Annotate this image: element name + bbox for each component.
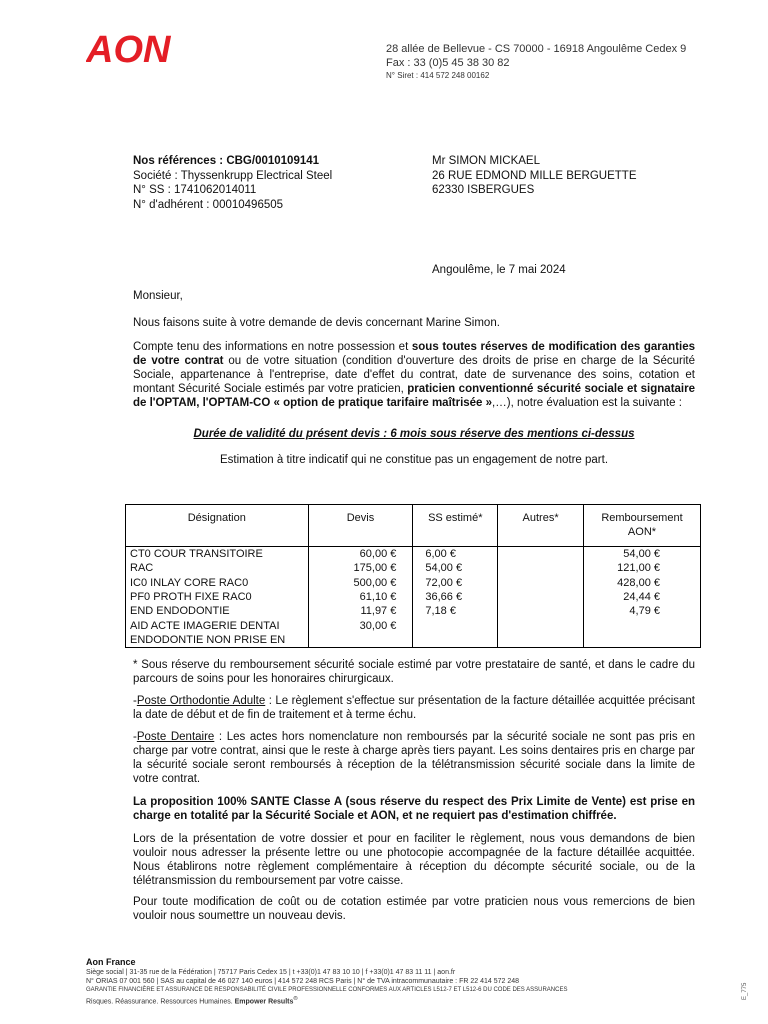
cell-ss: 54,00 € (413, 561, 498, 575)
social-security-number: N° SS : 1741062014011 (133, 184, 257, 196)
salutation: Monsieur, (133, 290, 183, 302)
dental-note: -Poste Dentaire : Les actes hors nomenclature non remboursés par la sécurité sociale ne sont pas pris en charge par votre contrat, ainsi que le reste à charge après tiers payant. Les soins dentaires pris en charge par la sécurité sociale seront remboursés à réception de la télétransmission sécurité sociale dans la limite de votre contrat. (133, 731, 695, 785)
cell-devis (308, 633, 413, 648)
col-header-designation: Désignation (126, 505, 309, 547)
sante-note: La proposition 100% SANTE Classe A (sous réserve du respect des Prix Limite de Vente) est prise en charge en totalité par la Sécurité Sociale et AON, et ne requiert pas d'estimation chiffrée. (133, 796, 695, 822)
recipient-street: 26 RUE EDMOND MILLE BERGUETTE (432, 169, 637, 182)
cell-autres (498, 547, 584, 562)
cell-remboursement: 121,00 € (583, 561, 700, 575)
cell-remboursement: 24,44 € (583, 590, 700, 604)
cell-autres (498, 561, 584, 575)
our-references: Nos références : CBG/0010109141 (133, 155, 320, 167)
col-header-ss: SS estimé* (413, 505, 498, 547)
footer (86, 956, 567, 1006)
cell-autres (498, 576, 584, 590)
footer-line-3: GARANTIE FINANCIÈRE ET ASSURANCE DE RESPONSABILITÉ CIVILE PROFESSIONNELLE CONFORMES AUX ARTICLES L512-7 ET L512-6 DU CODE DES ASSURANCES (86, 987, 568, 993)
col-header-devis: Devis (308, 505, 413, 547)
header-fax: Fax : 33 (0)5 45 38 30 82 (386, 57, 510, 69)
footer-line-4: Risques. Réassurance. Ressources Humaines. Empower Results® (86, 996, 298, 1006)
table-row (126, 618, 701, 632)
reglement-paragraph: Lors de la présentation de votre dossier et pour en faciliter le règlement, nous vous demandons de bien vouloir nous adresser la présente lettre ou une photocopie accompagnée de la facture détaillée acquittée. Nous établirons notre règlement complémentaire à réception du décompte sécurité sociale, ou de la télétransmission du remboursement par votre caisse. (133, 833, 695, 887)
cell-remboursement: 428,00 € (583, 576, 700, 590)
cell-remboursement (583, 618, 700, 632)
cell-autres (498, 590, 584, 604)
table-header-row (126, 505, 701, 547)
cell-devis: 500,00 € (308, 576, 413, 590)
recipient-name: Mr SIMON MICKAEL (432, 155, 540, 167)
cell-designation: RAC (126, 561, 309, 575)
header-siret: N° Siret : 414 572 248 00162 (386, 71, 490, 80)
table-row (126, 604, 701, 618)
cell-ss: 36,66 € (413, 590, 498, 604)
cell-ss: 72,00 € (413, 576, 498, 590)
cell-ss (413, 633, 498, 648)
recipient-city: 62330 ISBERGUES (432, 184, 535, 196)
member-number: N° d'adhérent : 00010496505 (133, 198, 284, 211)
svg-text:AON: AON (86, 29, 171, 68)
references-block (133, 154, 332, 212)
cell-devis: 175,00 € (308, 561, 413, 575)
table-row (126, 633, 701, 648)
recipient-block (432, 154, 636, 198)
conditions-paragraph: Compte tenu des informations en notre possession et sous toutes réserves de modification des garanties de votre contrat ou de votre situation (condition d'ouverture des droits de prise en charge de la Sécurité Sociale, appartenance à l'entreprise, date d'effet du contrat, date de survenance des soins, cotation et montant Sécurité Sociale estimés par votre praticien, praticien conventionné sécurité sociale et signataire de l'OPTAM, l'OPTAM-CO « option de pratique tarifaire maîtrisée »,…), notre évaluation est la suivante : (133, 341, 695, 409)
cell-designation: CT0 COUR TRANSITOIRE (126, 547, 309, 562)
cell-designation: PF0 PROTH FIXE RAC0 (126, 590, 309, 604)
footer-title: Aon France (86, 957, 136, 967)
table-row (126, 590, 701, 604)
table-row (126, 547, 701, 562)
cell-designation: ENDODONTIE NON PRISE EN (126, 633, 309, 648)
cell-devis: 60,00 € (308, 547, 413, 562)
aon-logo (86, 28, 178, 68)
intro-paragraph: Nous faisons suite à votre demande de devis concernant Marine Simon. (133, 317, 500, 329)
modification-paragraph: Pour toute modification de coût ou de cotation estimée par votre praticien nous vous remercions de bien vouloir nous soumettre un nouveau devis. (133, 896, 695, 922)
cell-devis: 30,00 € (308, 618, 413, 632)
cell-designation: AID ACTE IMAGERIE DENTAI (126, 618, 309, 632)
footer-line-1: Siège social | 31-35 rue de la Fédération | 75717 Paris Cedex 15 | t +33(0)1 47 83 10 10 | f +33(0)1 47 83 11 11 | aon.fr (86, 969, 456, 976)
table-row (126, 576, 701, 590)
asterisk-note: * Sous réserve du remboursement sécurité sociale estimé par votre prestataire de santé, et dans le cadre du parcours de soins pour les honoraires chirurgicaux. (133, 659, 695, 685)
cell-ss (413, 618, 498, 632)
col-header-remboursement: Remboursement AON* (583, 505, 700, 547)
footer-line-2: N° ORIAS 07 001 560 | SAS au capital de 46 027 140 euros | 414 572 248 RCS Paris | N° de TVA intracommunautaire : FR 22 414 572 248 (86, 978, 519, 985)
cell-autres (498, 633, 584, 648)
cell-designation: END ENDODONTIE (126, 604, 309, 618)
header-address: 28 allée de Bellevue - CS 70000 - 16918 Angoulême Cedex 9 (386, 43, 687, 55)
col-header-autres: Autres* (498, 505, 584, 547)
cell-devis: 61,10 € (308, 590, 413, 604)
table-row (126, 561, 701, 575)
ortho-note: -Poste Orthodontie Adulte : Le règlement s'effectue sur présentation de la facture détaillée acquittée précisant la date de début et de fin de traitement et à terme échu. (133, 695, 695, 721)
document-code: E_775 (742, 982, 748, 1000)
validity-statement: Durée de validité du présent devis : 6 mois sous réserve des mentions ci-dessus (193, 428, 635, 440)
cell-ss: 6,00 € (413, 547, 498, 562)
cell-remboursement: 54,00 € (583, 547, 700, 562)
cell-devis: 11,97 € (308, 604, 413, 618)
header-address-block (386, 42, 686, 82)
cell-autres (498, 618, 584, 632)
cell-remboursement (583, 633, 700, 648)
cell-ss: 7,18 € (413, 604, 498, 618)
quote-table (125, 504, 701, 648)
cell-designation: IC0 INLAY CORE RAC0 (126, 576, 309, 590)
company: Société : Thyssenkrupp Electrical Steel (133, 169, 333, 182)
cell-autres (498, 604, 584, 618)
cell-remboursement: 4,79 € (583, 604, 700, 618)
letter-date: Angoulême, le 7 mai 2024 (432, 264, 566, 276)
estimation-disclaimer: Estimation à titre indicatif qui ne constitue pas un engagement de notre part. (219, 454, 609, 466)
